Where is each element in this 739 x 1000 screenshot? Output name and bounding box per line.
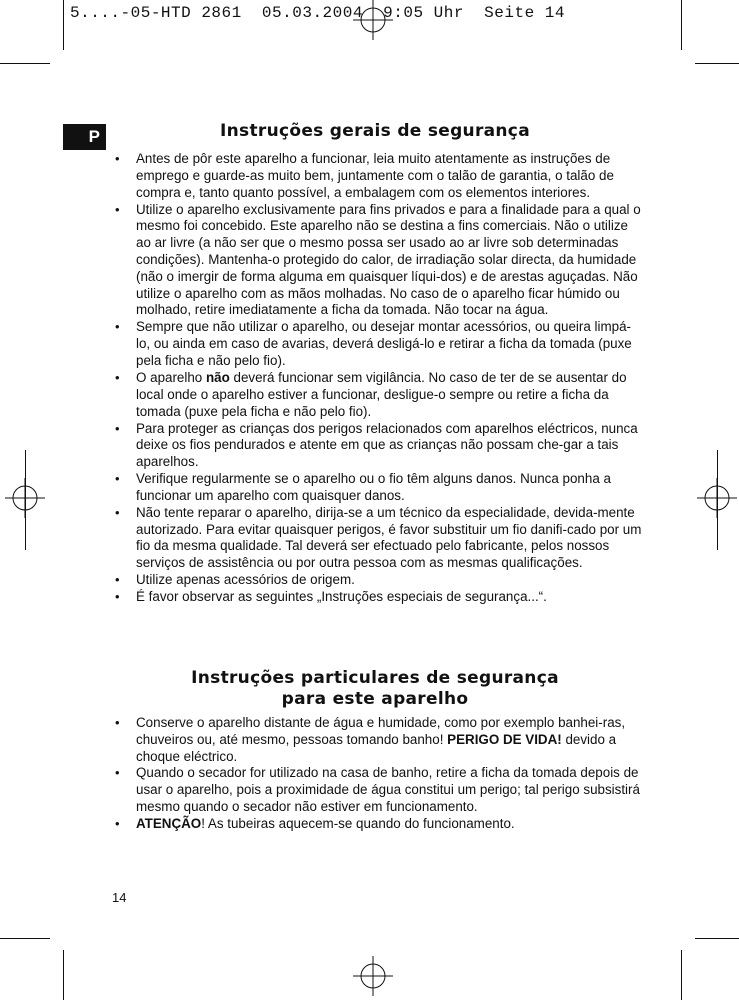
particular-safety-list xyxy=(112,715,642,833)
list-item xyxy=(112,589,642,606)
emphasis-text: não xyxy=(205,369,230,385)
item-text: devido a choque eléctrico. xyxy=(136,731,617,764)
list-item xyxy=(112,715,642,765)
particular-safety-title xyxy=(110,668,640,710)
item-text: deverá funcionar sem vigilância. No caso de ter de se ausentar do local onde o aparelho estiver a funcionar, desligue-o sempre ou retire a ficha da tomada (puxe pela ficha e não pelo fio). xyxy=(136,369,627,419)
particular-safety-title-line1: Instruções particulares de segurança xyxy=(191,668,559,688)
list-item xyxy=(112,370,642,420)
crop-mark xyxy=(695,63,739,64)
page-number: 14 xyxy=(112,890,127,905)
registration-mark-icon xyxy=(353,956,393,996)
registration-mark-icon xyxy=(353,0,393,40)
crop-mark xyxy=(63,950,64,1000)
list-item xyxy=(112,319,642,369)
list-item xyxy=(112,151,642,201)
list-item xyxy=(112,421,642,471)
list-item xyxy=(112,572,642,589)
general-safety-title: Instruções gerais de segurança xyxy=(220,121,530,141)
print-slug: 5....-05-HTD 2861 05.03.2004 9:05 Uhr Seite 14 xyxy=(70,4,565,22)
item-text: O aparelho xyxy=(136,369,206,385)
crop-mark xyxy=(681,0,682,50)
item-text: É favor observar as seguintes „Instruções especiais de segurança...“. xyxy=(136,589,547,605)
item-text: Para proteger as crianças dos perigos relacionados com aparelhos eléctricos, nunca deixe os fios pendurados e atente em que as crianças não possam che-gar a tais aparelhos. xyxy=(136,420,638,470)
item-text: Quando o secador for utilizado na casa de banho, retire a ficha da tomada depois de usar o aparelho, pois a proximidade de água constitui um perigo; tal perigo subsistirá mesmo quando o secador não estiver em funcionamento. xyxy=(136,765,640,814)
side-guide-line xyxy=(717,450,718,550)
list-item xyxy=(112,202,642,320)
list-item xyxy=(112,471,642,505)
language-tab: P xyxy=(63,124,106,150)
crop-mark xyxy=(695,938,739,939)
side-guide-line xyxy=(25,450,26,550)
crop-mark xyxy=(681,950,682,1000)
item-text: Verifique regularmente se o aparelho ou o fio têm alguns danos. Nunca ponha a funcionar um aparelho com quaisquer danos. xyxy=(136,471,611,503)
item-text: Utilize o aparelho exclusivamente para fins privados e para a finalidade para a qual o mesmo foi concebido. Este aparelho não se destina a fins comerciais. Não o utilize ao ar livre (a não ser que o mesmo possa ser usado ao ar livre sob determinadas condições). Mantenha-o protegido do calor, de irradiação solar directa, da humidade (não o imergir de forma alguma em quaisquer líqui-dos) e de arestas aguçadas. Não utilize o aparelho com as mãos molhadas. No caso de o aparelho ficar húmido ou molhado, retire imediatamente a ficha da tomada. Não tocar na água. xyxy=(136,201,641,318)
item-text: Conserve o aparelho distante de água e humidade, como por exemplo banhei-ras, chuveiros ou, até mesmo, pessoas tomando banho! xyxy=(136,715,626,747)
list-item xyxy=(112,505,642,572)
crop-mark xyxy=(0,63,50,64)
item-text: ! As tubeiras aquecem-se quando do funcionamento. xyxy=(201,815,515,831)
emphasis-text: PERIGO DE VIDA! xyxy=(447,731,562,747)
item-text: Não tente reparar o aparelho, dirija-se a um técnico da especialidade, devida-mente autorizado. Para evitar quaisquer perigos, é favor substituir um fio danifi-cado por um fio da mesma qualidade. Tal deverá ser efectuado pelo fabricante, pelos nossos serviços de assistência ou por outra pessoa com as mesmas qualificações. xyxy=(136,504,642,571)
particular-safety-title-line2: para este aparelho xyxy=(281,689,469,709)
item-text: Sempre que não utilizar o aparelho, ou desejar montar acessórios, ou queira limpá-lo, ou ainda em caso de avarias, deverá desligá-lo e retirar a ficha da tomada (puxe pela ficha e não pelo fio). xyxy=(136,319,632,368)
general-safety-list xyxy=(112,151,642,606)
list-item xyxy=(112,816,642,833)
crop-mark xyxy=(63,0,64,50)
crop-mark xyxy=(0,938,50,939)
item-text: Utilize apenas acessórios de origem. xyxy=(136,572,355,588)
item-text: Antes de pôr este aparelho a funcionar, leia muito atentamente as instruções de emprego e guarde-as muito bem, juntamente com o talão de garantia, o talão de compra e, tanto quanto possível, a embalagem com os elementos interiores. xyxy=(136,151,614,200)
list-item xyxy=(112,765,642,815)
emphasis-text: ATENÇÃO xyxy=(136,815,202,831)
